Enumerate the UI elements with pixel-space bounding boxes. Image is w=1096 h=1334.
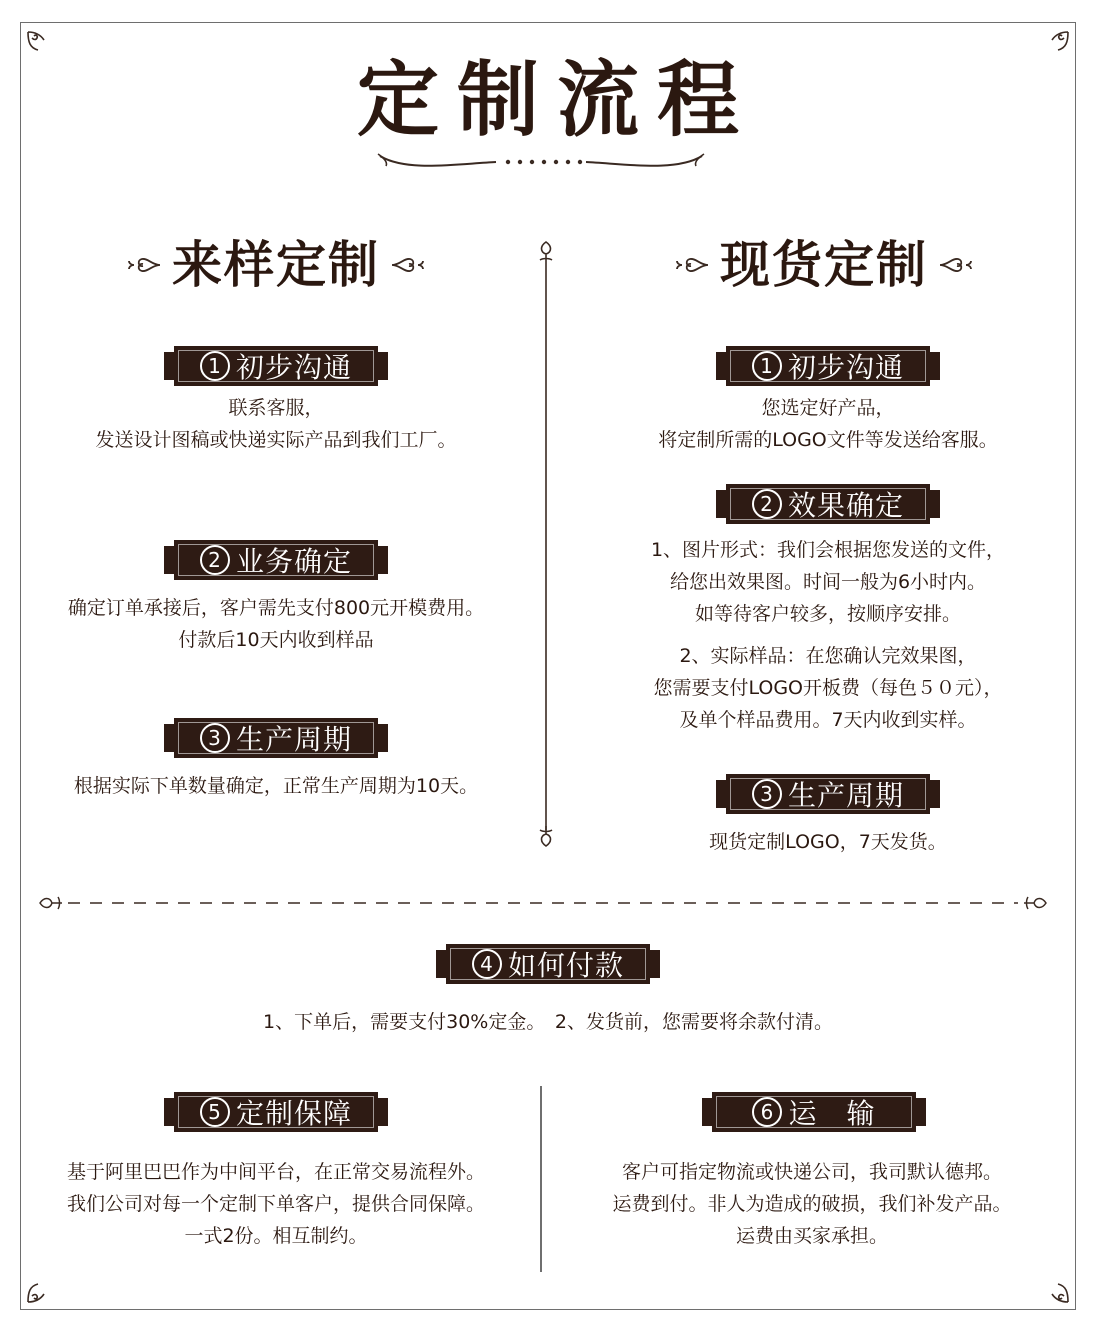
text-line: 基于阿里巴巴作为中间平台，在正常交易流程外。: [66, 1161, 485, 1183]
right-heading-text: 现货定制: [720, 236, 928, 294]
right-step-1-badge: [726, 346, 930, 386]
text-line: 我们公司对每一个定制下单客户，提供合同保障。: [66, 1193, 485, 1215]
text-line: 将定制所需的LOGO文件等发送给客服。: [658, 429, 998, 451]
step-number-icon: 2: [752, 489, 782, 519]
text-line: 客户可指定物流或快递公司，我司默认德邦。: [621, 1161, 1002, 1183]
left-column-heading: [118, 232, 434, 298]
guarantee-badge: [174, 1092, 378, 1132]
step-number-icon: 2: [200, 545, 230, 575]
text-line: 根据实际下单数量确定，正常生产周期为10天。: [73, 775, 479, 797]
swirl-ornament-icon: [938, 250, 974, 280]
text-line: 联系客服，: [228, 397, 324, 419]
right-column-heading: [664, 232, 984, 298]
left-step-2-text: [30, 592, 522, 656]
corner-ornament-icon: [24, 1280, 50, 1306]
text-line: 确定订单承接后，客户需先支付800元开模费用。: [67, 597, 485, 619]
page-title: 定制流程: [356, 52, 757, 148]
shipping-text: [570, 1156, 1054, 1252]
left-step-1-badge: [174, 346, 378, 386]
right-step-2-text: [590, 534, 1066, 736]
step-title: 生产周期: [235, 723, 352, 756]
text-line: 及单个样品费用。7天内收到实样。: [679, 709, 977, 731]
step-title: 生产周期: [787, 779, 904, 812]
step-title: 定制保障: [235, 1097, 352, 1130]
step-title: 业务确定: [235, 545, 352, 578]
text-line: 如等待客户较多，按顺序安排。: [694, 603, 961, 625]
swirl-ornament-icon: [390, 250, 426, 280]
left-step-3-text: [30, 770, 522, 802]
dashed-divider: [38, 890, 1048, 916]
text-line: 发送设计图稿或快递实际产品到我们工厂。: [95, 429, 457, 451]
text-line: 1、下单后，需要支付30%定金。 2、发货前，您需要将余款付清。: [263, 1011, 833, 1033]
step-number-icon: 5: [200, 1097, 230, 1127]
step-number-icon: 1: [200, 351, 230, 381]
step-title: 初步沟通: [235, 351, 352, 384]
left-heading-text: 来样定制: [172, 236, 380, 294]
text-line: 运费到付。非人为造成的破损，我们补发产品。: [612, 1193, 1012, 1215]
text-line: 2、实际样品：在您确认完效果图，: [679, 645, 977, 667]
shipping-badge: [712, 1092, 916, 1132]
right-step-3-text: [590, 826, 1066, 858]
bottom-column-divider: [540, 1086, 542, 1272]
step-number-icon: 6: [752, 1097, 782, 1127]
left-step-1-text: [40, 392, 512, 456]
step-number-icon: 1: [752, 351, 782, 381]
text-line: 您选定好产品，: [761, 397, 895, 419]
text-line: 一式2份。相互制约。: [184, 1225, 368, 1247]
left-step-3-badge: [174, 718, 378, 758]
text-line: 付款后10天内收到样品: [178, 629, 374, 651]
right-step-2-badge: [726, 484, 930, 524]
text-line: 1、图片形式：我们会根据您发送的文件，: [650, 539, 1006, 561]
step-title: 效果确定: [787, 489, 904, 522]
left-step-2-badge: [174, 540, 378, 580]
payment-badge: [446, 944, 650, 984]
swirl-ornament-icon: [126, 250, 162, 280]
right-step-3-badge: [726, 774, 930, 814]
step-number-icon: 4: [472, 949, 502, 979]
text-line: 给您出效果图。时间一般为6小时内。: [669, 571, 987, 593]
swirl-ornament-icon: [674, 250, 710, 280]
step-title: 运 输: [788, 1097, 876, 1130]
text-line: 运费由买家承担。: [735, 1225, 888, 1247]
right-step-1-text: [590, 392, 1066, 456]
step-number-icon: 3: [200, 723, 230, 753]
payment-text: [40, 1006, 1056, 1038]
text-line: 现货定制LOGO，7天发货。: [709, 831, 947, 853]
step-title: 如何付款: [507, 949, 624, 982]
step-number-icon: 3: [752, 779, 782, 809]
guarantee-text: [30, 1156, 522, 1252]
text-line: 您需要支付LOGO开板费（每色５０元），: [653, 677, 1003, 699]
title-divider-ornament-icon: [376, 150, 706, 174]
step-title: 初步沟通: [787, 351, 904, 384]
column-divider: [546, 240, 547, 850]
corner-ornament-icon: [1046, 1280, 1072, 1306]
